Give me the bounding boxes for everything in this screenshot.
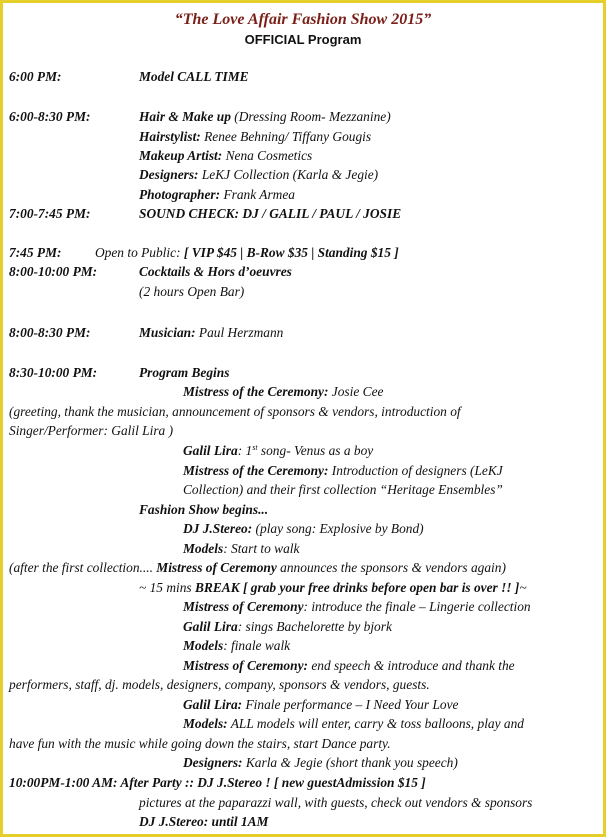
- program-title: Program Begins: [139, 365, 230, 380]
- models-text: : Start to walk: [223, 541, 300, 556]
- after-party-line: [9, 773, 426, 792]
- time-hair-makeup: 6:00-8:30 PM:: [9, 109, 91, 124]
- galil3-text: Finale performance – I Need Your Love: [242, 697, 459, 712]
- hairstylist-line: [139, 127, 371, 146]
- open-public-line: [95, 243, 399, 262]
- models3-line-2: have fun with the music while going down the stairs, start Dance party.: [9, 736, 391, 751]
- makeup-label: Makeup Artist:: [139, 148, 223, 163]
- mc2-label: Mistress of the Ceremony:: [183, 463, 329, 478]
- galil-sup: st: [252, 443, 258, 452]
- time-open-public: 7:45 PM:: [9, 245, 62, 260]
- photographer-line: [139, 185, 295, 204]
- designers-thanks-text: Karla & Jegie (short thank you speech): [242, 755, 458, 770]
- dj-label: DJ J.Stereo:: [183, 521, 253, 536]
- hair-makeup-line: [139, 107, 391, 126]
- page-subtitle: OFFICIAL Program: [244, 32, 362, 47]
- galil2-line: [183, 617, 392, 636]
- ticket-prices: [ VIP $45 | B-Row $35 | Standing $15 ]: [183, 245, 399, 260]
- open-public-text: Open to Public:: [95, 245, 184, 260]
- designers-names: LeKJ Collection (Karla & Jegie): [198, 167, 379, 182]
- break-line: [139, 578, 527, 597]
- galil-text-a: : 1: [237, 443, 253, 458]
- break-text-c: ~: [519, 580, 527, 595]
- makeup-name: Nena Cosmetics: [222, 148, 313, 163]
- designers-thanks-label: Designers:: [183, 755, 243, 770]
- models2-line: [183, 636, 290, 655]
- musician-name: Paul Herzmann: [195, 325, 284, 340]
- musician-line: [139, 323, 283, 342]
- time-call: 6:00 PM:: [9, 69, 62, 84]
- galil-text-b: song- Venus as a boy: [257, 443, 374, 458]
- designers-line: [139, 165, 378, 184]
- break-text-a: ~ 15 mins: [139, 580, 195, 595]
- sound-check-text: SOUND CHECK: DJ / GALIL / PAUL / JOSIE: [139, 206, 402, 221]
- mc4-text: end speech & introduce and thank the: [307, 658, 515, 673]
- models3-label: Models:: [183, 716, 228, 731]
- moc3-text: : introduce the finale – Lingerie collection: [303, 599, 531, 614]
- mc2-line: [183, 461, 503, 480]
- after-text-c: announces the sponsors & vendors again): [276, 560, 506, 575]
- greeting-line-1: (greeting, thank the musician, announcement of sponsors & vendors, introduction of: [9, 404, 461, 419]
- models3-text: ALL models will enter, carry & toss balloons, play and: [227, 716, 524, 731]
- after-party-note: pictures at the paparazzi wall, with guests, check out vendors & sponsors: [139, 795, 533, 810]
- cocktails-text: Cocktails & Hors d’oeuvres: [139, 264, 292, 279]
- moc3-label: Mistress of Ceremony: [183, 599, 304, 614]
- moc3-line: [183, 597, 531, 616]
- time-after-party: 10:00PM-1:00 AM:: [9, 775, 118, 790]
- designers-label: Designers:: [139, 167, 199, 182]
- page-title: “The Love Affair Fashion Show 2015”: [174, 11, 432, 28]
- hair-makeup-location: (Dressing Room- Mezzanine): [230, 109, 391, 124]
- models2-label: Models: [183, 638, 224, 653]
- time-sound-check: 7:00-7:45 PM:: [9, 206, 91, 221]
- mc4-line-2: performers, staff, dj. models, designers, company, sponsors & vendors, guests.: [9, 677, 430, 692]
- mc2-line-2: Collection) and their first collection “Heritage Ensembles”: [183, 482, 503, 497]
- mc4-line: [183, 656, 515, 675]
- photographer-name: Frank Armea: [220, 187, 295, 202]
- galil2-label: Galil Lira: [183, 619, 238, 634]
- break-text-b: BREAK [ grab your free drinks before open bar is over !! ]: [194, 580, 520, 595]
- galil3-line: [183, 695, 458, 714]
- time-musician: 8:00-8:30 PM:: [9, 325, 91, 340]
- galil2-text: : sings Bachelorette by bjork: [237, 619, 392, 634]
- musician-label: Musician:: [139, 325, 196, 340]
- after-party-dj: DJ J.Stereo: until 1AM: [139, 814, 269, 829]
- galil-song-line: [183, 441, 373, 460]
- after-party-text: After Party :: DJ J.Stereo ! [ new guestAdmission $15 ]: [117, 775, 426, 790]
- dj-text: (play song: Explosive by Bond): [252, 521, 424, 536]
- mc2-text: Introduction of designers (LeKJ: [328, 463, 503, 478]
- models3-line: [183, 714, 524, 733]
- hair-makeup-label: Hair & Make up: [139, 109, 231, 124]
- dj-line: [183, 519, 424, 538]
- mc-name: Josie Cee: [328, 384, 384, 399]
- models-label: Models: [183, 541, 224, 556]
- mc-label: Mistress of the Ceremony:: [183, 384, 329, 399]
- after-first-collection-line: [9, 558, 506, 577]
- time-cocktails: 8:00-10:00 PM:: [9, 264, 98, 279]
- call-time-text: Model CALL TIME: [139, 69, 249, 84]
- galil-label: Galil Lira: [183, 443, 238, 458]
- models2-text: : finale walk: [223, 638, 291, 653]
- hairstylist-label: Hairstylist:: [139, 129, 201, 144]
- after-text-b: Mistress of Ceremony: [156, 560, 277, 575]
- fashion-show-begins: Fashion Show begins...: [139, 502, 269, 517]
- hairstylist-names: Renee Behning/ Tiffany Gougis: [200, 129, 372, 144]
- after-text-a: (after the first collection....: [9, 560, 157, 575]
- cocktails-note: (2 hours Open Bar): [139, 284, 245, 299]
- galil3-label: Galil Lira:: [183, 697, 243, 712]
- mc4-label: Mistress of Ceremony:: [183, 658, 308, 673]
- makeup-line: [139, 146, 312, 165]
- models-line: [183, 539, 299, 558]
- mc-line: [183, 382, 383, 401]
- photographer-label: Photographer:: [139, 187, 221, 202]
- time-program: 8:30-10:00 PM:: [9, 365, 98, 380]
- greeting-line-2: Singer/Performer: Galil Lira ): [9, 423, 174, 438]
- designers-thanks-line: [183, 753, 458, 772]
